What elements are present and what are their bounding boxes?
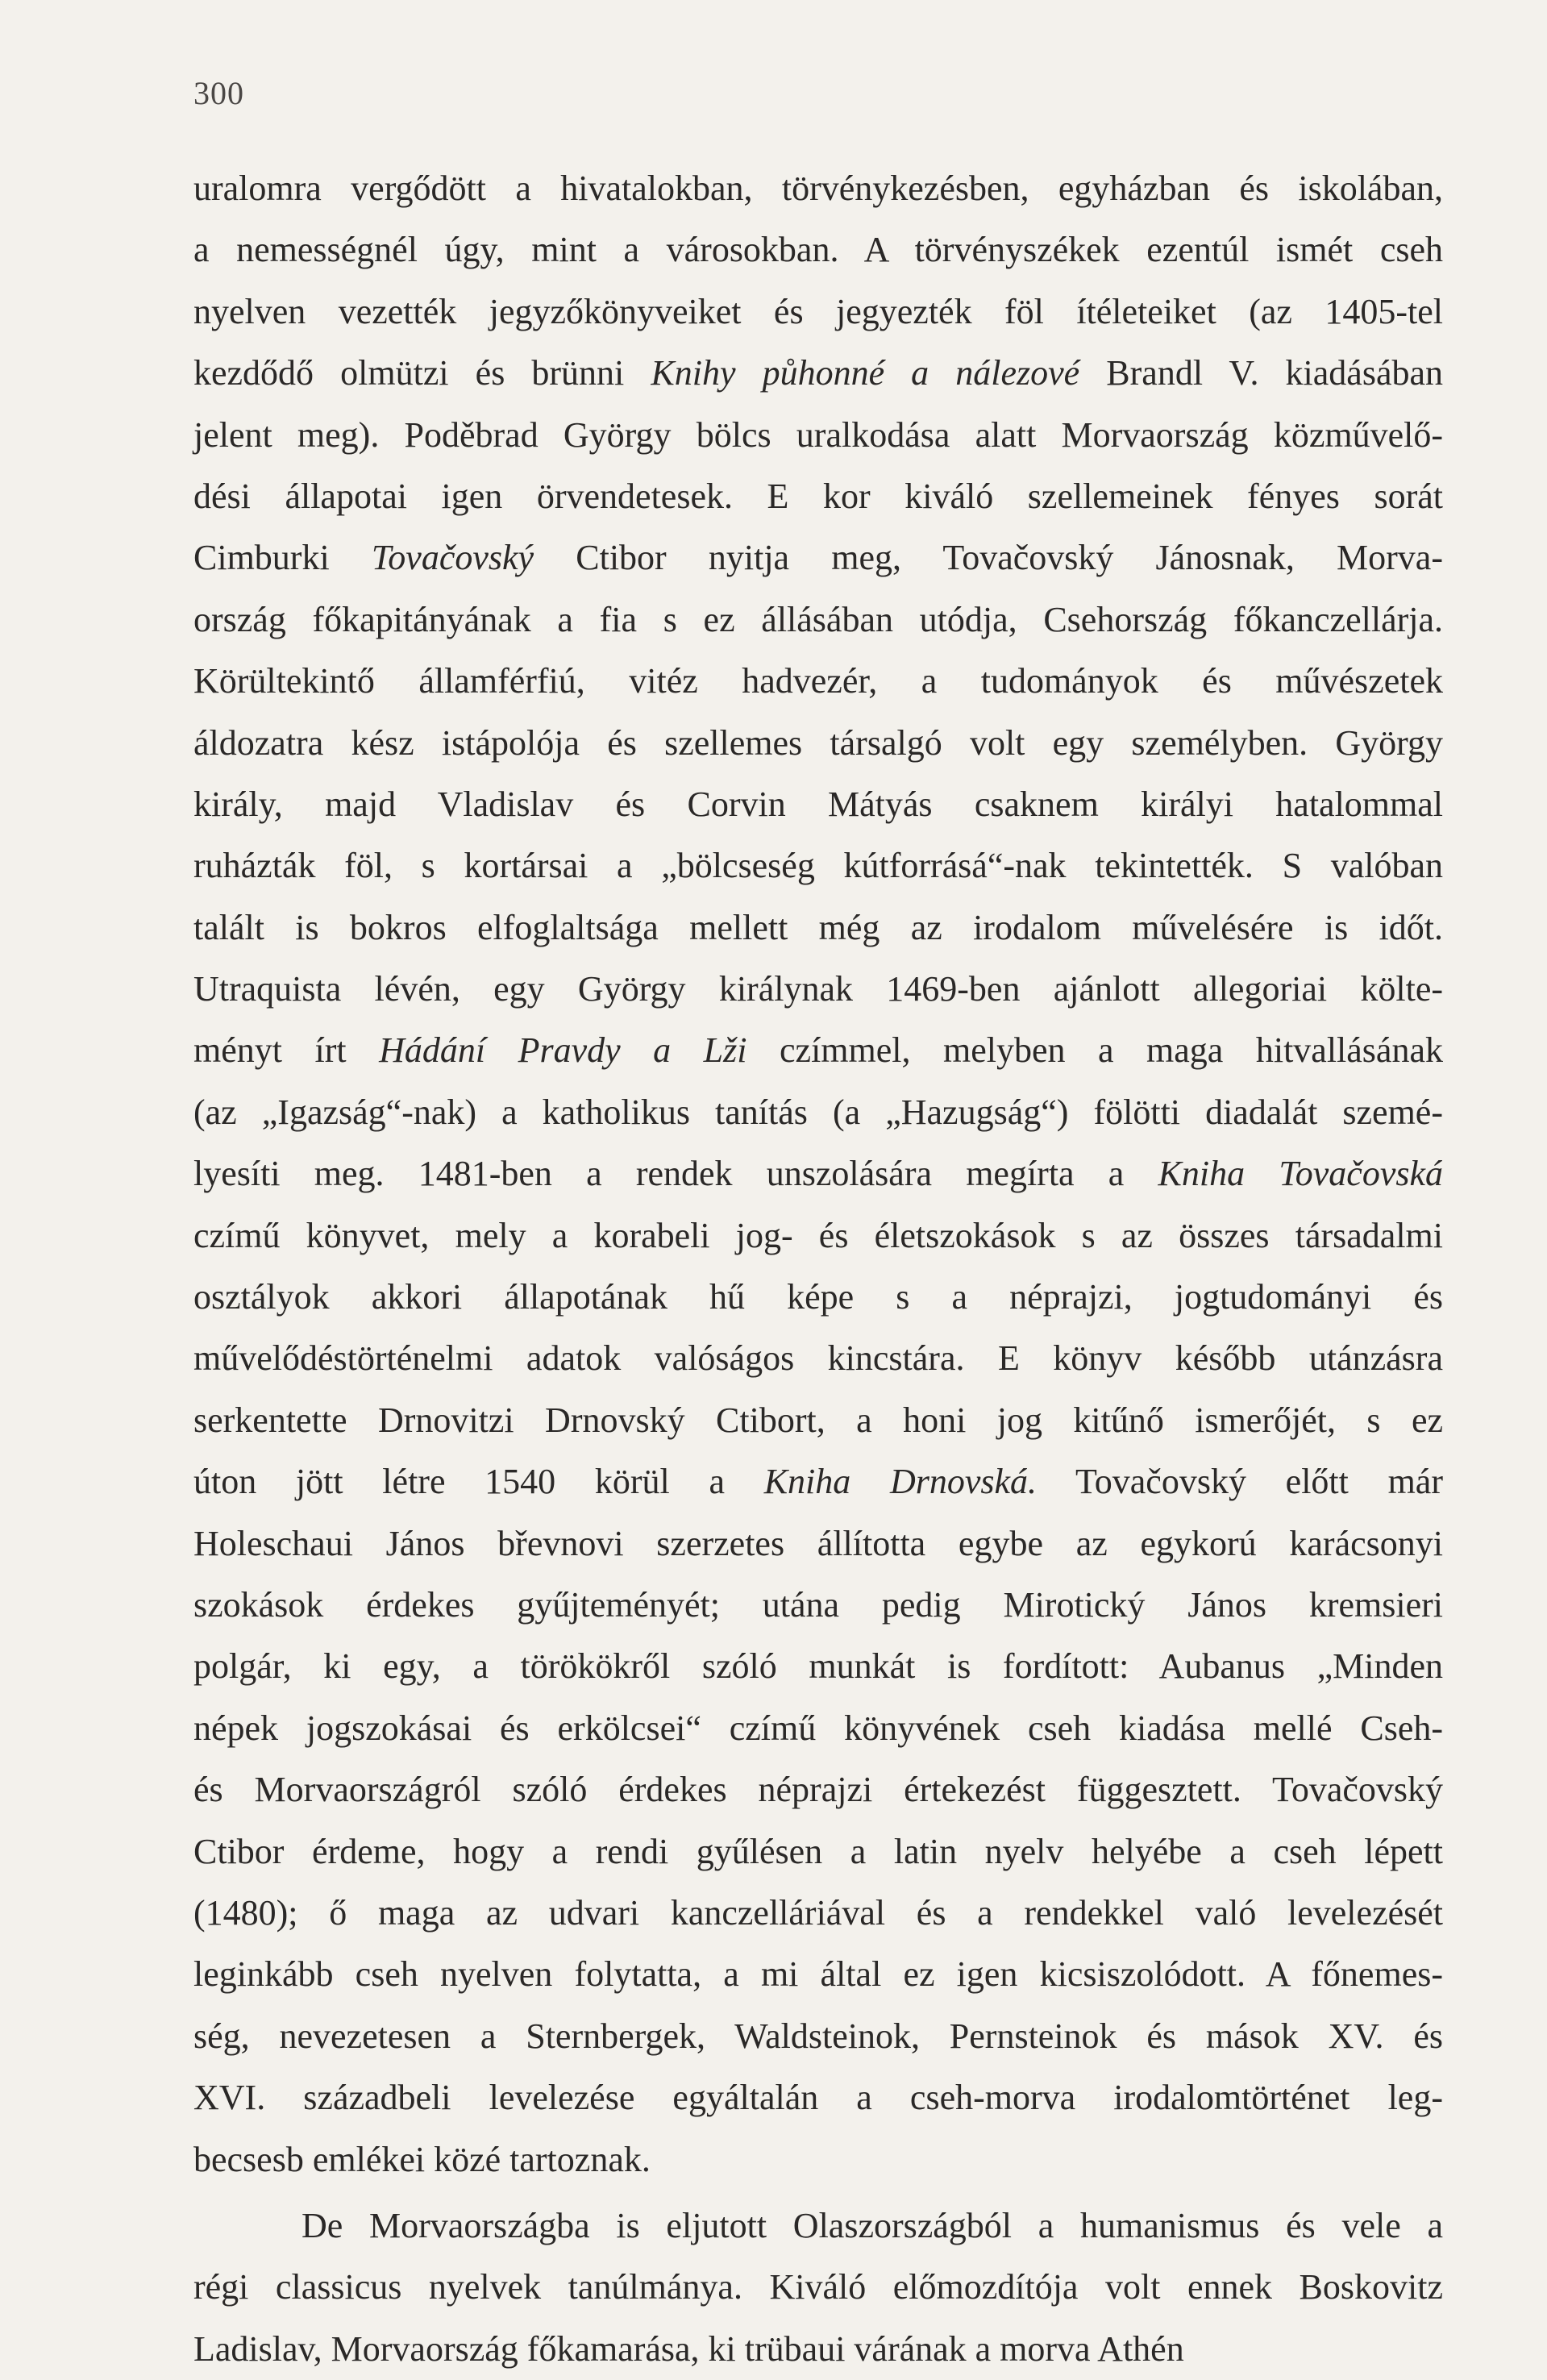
text-line — [193, 1205, 1443, 1267]
line-text: lyesíti meg. 1481-ben a rendek unszolására megírta a — [193, 1154, 1158, 1194]
text-line — [193, 466, 1443, 527]
text-line — [193, 343, 1443, 404]
line-text: Ladislav, Morvaország főkamarása, ki trübaui várának a morva Athén — [193, 2328, 1184, 2369]
text-line — [193, 713, 1443, 774]
text-line — [193, 527, 1443, 589]
line-text: czímmel, melyben a maga hitvallásának — [746, 1030, 1443, 1071]
line-text: Ctibor érdeme, hogy a rendi gyűlésen a latin nyelv helyébe a cseh lépett — [193, 1831, 1443, 1871]
text-line — [193, 2319, 1443, 2380]
italic-title: Tovačovský — [371, 538, 534, 578]
line-text: és Morvaországról szóló érdekes néprajzi értekezést függesztett. Tovačovský — [193, 1770, 1443, 1810]
line-text: uralomra vergődött a hivatalokban, törvénykezésben, egyházban és iskolában, — [193, 169, 1443, 208]
text-line — [193, 2067, 1443, 2128]
line-text: Holeschaui János břevnovi szerzetes állította egybe az egykorú karácsonyi — [193, 1523, 1443, 1563]
text-line — [193, 1020, 1443, 1081]
line-text: polgár, ki egy, a törökökről szóló munkát is fordított: Aubanus „Minden — [193, 1646, 1443, 1687]
line-text: XVI. századbeli levelezése egyáltalán a cseh-morva irodalomtörténet leg- — [193, 2078, 1443, 2118]
text-line — [193, 774, 1443, 835]
text-line — [193, 1698, 1443, 1759]
line-text: Körültekintő államférfiú, vitéz hadvezér, a tudományok és művészetek — [193, 661, 1443, 701]
text-line — [193, 835, 1443, 897]
line-text: (az „Igazság“-nak) a katholikus tanítás (a „Hazugság“) fölötti diadalát szemé- — [193, 1092, 1443, 1132]
line-text: talált is bokros elfoglaltsága mellett még az irodalom művelésére is időt. — [193, 907, 1443, 947]
text-line — [193, 158, 1443, 219]
line-text: ség, nevezetesen a Sternbergek, Waldsteinok, Pernsteinok és mások XV. és — [193, 2016, 1443, 2056]
italic-title: Kniha Tovačovská — [1158, 1154, 1443, 1194]
italic-title: Kniha Drnovská. — [763, 1462, 1038, 1502]
line-text: művelődéstörténelmi adatok valóságos kincstára. E könyv később utánzásra — [193, 1338, 1443, 1379]
text-line — [193, 1821, 1443, 1883]
line-text: Cimburki — [193, 538, 372, 578]
text-line — [193, 1636, 1443, 1697]
text-line — [193, 1513, 1443, 1575]
line-text: Utraquista lévén, egy György királynak 1469-ben ajánlott allegoriai költe- — [193, 969, 1443, 1009]
line-text: ország főkapitányának a fia s ez állásában utódja, Csehország főkanczellárja. — [193, 599, 1443, 639]
text-line — [193, 281, 1443, 343]
text-line — [193, 2195, 1443, 2257]
line-text: népek jogszokásai és erkölcsei“ czímű könyvének cseh kiadása mellé Cseh- — [193, 1708, 1443, 1748]
text-line — [193, 1143, 1443, 1205]
paragraph — [193, 2195, 1443, 2380]
line-text: (1480); ő maga az udvari kanczelláriával és a rendekkel való levelezését — [193, 1892, 1443, 1933]
text-line — [193, 219, 1443, 281]
line-text: ményt írt — [193, 1030, 380, 1071]
line-text: Ctibor nyitja meg, Tovačovský Jánosnak, Morva- — [534, 538, 1443, 578]
line-text: leginkább cseh nyelven folytatta, a mi által ez igen kicsiszolódott. A főnemes- — [193, 1954, 1443, 1995]
line-text: király, majd Vladislav és Corvin Mátyás csaknem királyi hatalommal — [193, 784, 1443, 824]
line-text: Tovačovský előtt már — [1037, 1462, 1443, 1502]
text-line — [193, 1082, 1443, 1143]
text-line — [193, 959, 1443, 1020]
line-text: Brandl V. kiadásában — [1079, 353, 1444, 393]
text-line — [193, 589, 1443, 651]
text-line — [193, 2129, 1443, 2191]
text-line — [193, 2257, 1443, 2318]
line-text: ruházták föl, s kortársai a „bölcseség kútforrásá“-nak tekintették. S valóban — [193, 846, 1443, 886]
paragraph — [193, 158, 1443, 2191]
text-line — [193, 2006, 1443, 2067]
text-line — [193, 651, 1443, 712]
line-text: áldozatra kész istápolója és szellemes társalgó volt egy személyben. György — [193, 722, 1443, 763]
line-text: jelent meg). Poděbrad György bölcs uralkodása alatt Morvaország közművelő- — [193, 414, 1443, 455]
page-number: 300 — [193, 75, 244, 111]
line-text: czímű könyvet, mely a korabeli jog- és életszokások s az összes társadalmi — [193, 1215, 1443, 1255]
line-text: szokások érdekes gyűjteményét; utána pedig Mirotický János kremsieri — [193, 1584, 1443, 1625]
line-text: úton jött létre 1540 körül a — [193, 1462, 764, 1502]
text-line — [193, 1267, 1443, 1328]
text-line — [193, 1575, 1443, 1636]
text-line — [193, 1883, 1443, 1944]
text-line — [193, 1759, 1443, 1820]
line-text: kezdődő olmützi és brünni — [193, 353, 651, 393]
text-line — [193, 1451, 1443, 1512]
line-text: nyelven vezették jegyzőkönyveiket és jegyezték föl ítéleteiket (az 1405-tel — [193, 291, 1443, 331]
line-text: De Morvaországba is eljutott Olaszországból a humanismus és vele a — [301, 2205, 1443, 2245]
italic-title: Hádání Pravdy a Lži — [379, 1030, 747, 1071]
text-line — [193, 1328, 1443, 1389]
italic-title: Knihy půhonné a nálezové — [651, 353, 1080, 393]
line-text: serkentette Drnovitzi Drnovský Ctibort, a honi jog kitűnő ismerőjét, s ez — [193, 1400, 1443, 1440]
line-text: régi classicus nyelvek tanúlmánya. Kiváló előmozdítója volt ennek Boskovitz — [193, 2267, 1443, 2307]
text-line — [193, 405, 1443, 466]
line-text: dési állapotai igen örvendetesek. E kor kiváló szellemeinek fényes sorát — [193, 476, 1443, 516]
text-line — [193, 897, 1443, 959]
text-line — [193, 1390, 1443, 1451]
line-text: osztályok akkori állapotának hű képe s a néprajzi, jogtudományi és — [193, 1277, 1443, 1317]
line-text: a nemességnél úgy, mint a városokban. A törvényszékek ezentúl ismét cseh — [193, 230, 1443, 270]
text-line — [193, 1944, 1443, 2005]
line-text: becsesb emlékei közé tartoznak. — [193, 2139, 651, 2179]
body-text — [193, 158, 1443, 2380]
